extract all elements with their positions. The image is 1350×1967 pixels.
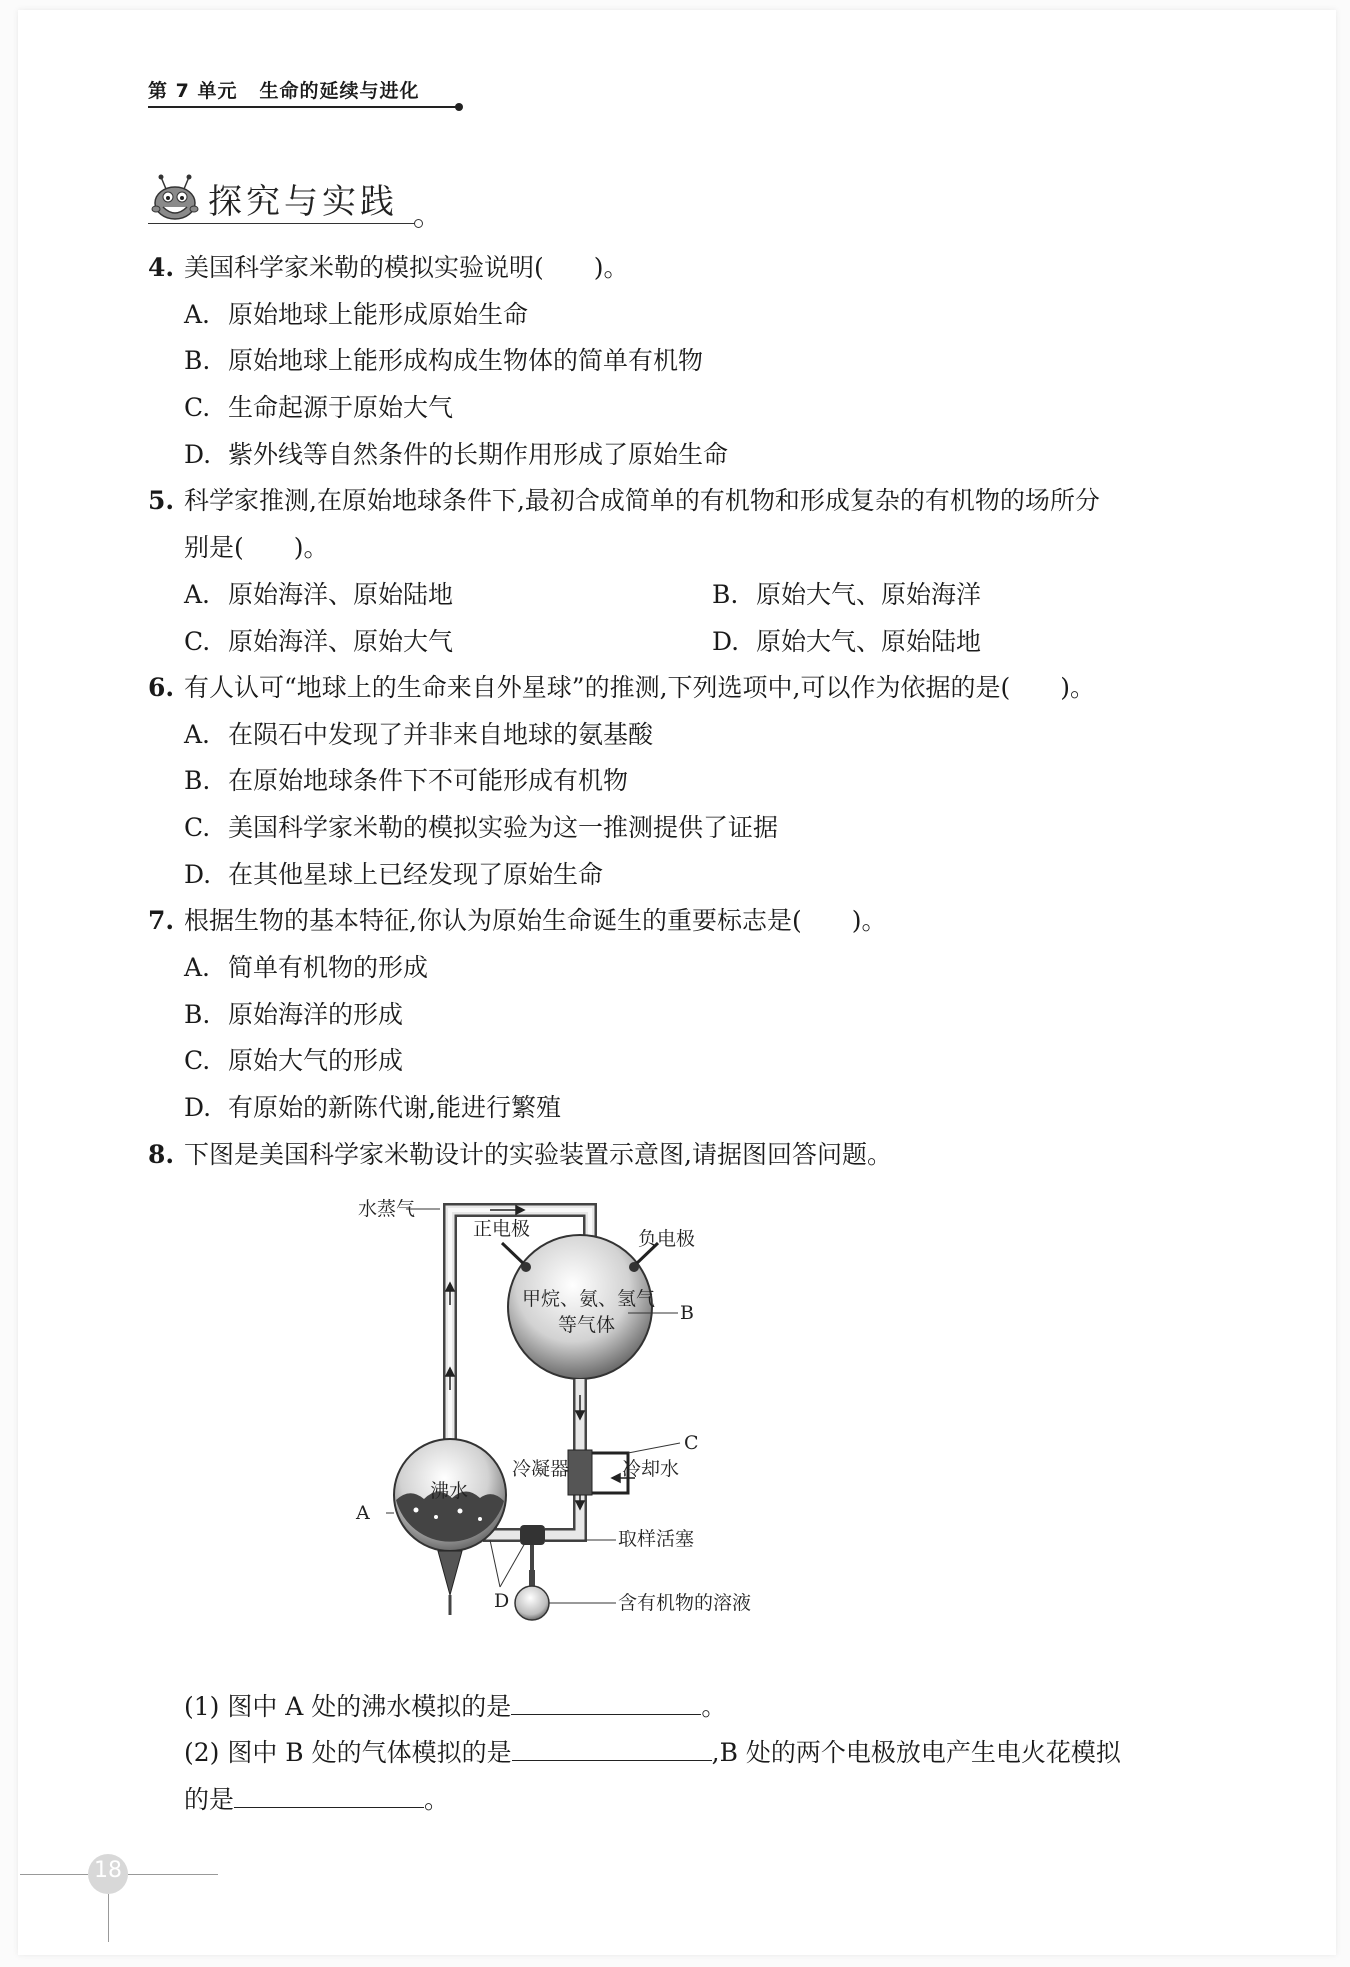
- label-a: A: [356, 1502, 370, 1524]
- footer-vertical-rule: [108, 1894, 109, 1942]
- question-text: 科学家推测,在原始地球条件下,最初合成简单的有机物和形成复杂的有机物的场所分: [184, 486, 1100, 515]
- question-6: [148, 672, 1095, 704]
- option-6c: C. 美国科学家米勒的模拟实验为这一推测提供了证据: [184, 813, 779, 842]
- question-7: [148, 905, 886, 937]
- unit-title: 生命的延续与进化: [259, 80, 420, 102]
- answer-blank-1[interactable]: [511, 1688, 701, 1715]
- question-text: 根据生物的基本特征,你认为原始生命诞生的重要标志是( )。: [184, 906, 887, 935]
- miller-apparatus-diagram: [356, 1195, 950, 1655]
- option-7b: B. 原始海洋的形成: [184, 1000, 404, 1029]
- label-stopcock: 取样活塞: [618, 1528, 695, 1550]
- label-d: D: [494, 1590, 510, 1612]
- question-number: 4.: [148, 253, 175, 282]
- answer-blank-3[interactable]: [234, 1781, 424, 1808]
- label-negative-electrode: 负电极: [638, 1228, 696, 1250]
- page-number: 18: [94, 1858, 122, 1883]
- label-b: B: [680, 1302, 694, 1324]
- option-4b: B. 原始地球上能形成构成生物体的简单有机物: [184, 346, 704, 375]
- option-5a: A. 原始海洋、原始陆地: [184, 580, 454, 609]
- option-5c: C. 原始海洋、原始大气: [184, 627, 454, 656]
- smiling-bug-mascot-icon: [148, 173, 202, 223]
- label-boiling-water: 沸水: [430, 1480, 469, 1502]
- question-number: 7.: [148, 906, 175, 935]
- footer-rule-left: [20, 1874, 88, 1875]
- question-number: 8.: [148, 1140, 175, 1169]
- question-text: 美国科学家米勒的模拟实验说明( )。: [184, 253, 629, 282]
- collection-flask: [515, 1586, 549, 1620]
- stopcock: [520, 1525, 545, 1545]
- header-rule-dot: [455, 103, 463, 111]
- unit-label: 第 7 单元: [148, 80, 238, 102]
- label-c: C: [684, 1432, 699, 1454]
- option-7d: D. 有原始的新陈代谢,能进行繁殖: [184, 1093, 561, 1122]
- label-condenser: 冷凝器: [512, 1458, 570, 1480]
- option-6a: A. 在陨石中发现了并非来自地球的氨基酸: [184, 720, 654, 749]
- option-6d: D. 在其他星球上已经发现了原始生命: [184, 860, 604, 889]
- section-heading: [148, 168, 398, 228]
- question-number: 5.: [148, 486, 175, 515]
- question-8: [148, 1139, 892, 1171]
- flame-icon: [438, 1551, 462, 1595]
- question-text: 有人认可“地球上的生命来自外星球”的推测,下列选项中,可以作为依据的是( )。: [184, 673, 1095, 702]
- option-4c: C. 生命起源于原始大气: [184, 393, 454, 422]
- label-gases-line1: 甲烷、氨、氢气: [522, 1288, 656, 1310]
- label-cooling-water: 冷却水: [622, 1458, 680, 1480]
- running-header: [148, 76, 419, 103]
- option-7c: C. 原始大气的形成: [184, 1046, 404, 1075]
- question-number: 6.: [148, 673, 175, 702]
- section-rule: [148, 223, 418, 224]
- question-text: 下图是美国科学家米勒设计的实验装置示意图,请据图回答问题。: [184, 1140, 892, 1169]
- subquestion-2: (2) 图中 B 处的气体模拟的是 ,B 处的两个电极放电产生电火花模拟: [184, 1734, 1121, 1769]
- question-5: [148, 485, 1100, 517]
- option-5d: D. 原始大气、原始陆地: [712, 627, 982, 656]
- subquestion-2-continued: 的是 。: [184, 1781, 449, 1816]
- section-rule-end: [414, 219, 423, 228]
- answer-blank-2[interactable]: [512, 1734, 712, 1761]
- option-4a: A. 原始地球上能形成原始生命: [184, 300, 529, 329]
- subquestion-1: (1) 图中 A 处的沸水模拟的是 。: [184, 1688, 726, 1723]
- question-4: [148, 252, 629, 284]
- question-5-continued: 别是( )。: [184, 533, 329, 562]
- option-5b: B. 原始大气、原始海洋: [712, 580, 982, 609]
- option-4d: D. 紫外线等自然条件的长期作用形成了原始生命: [184, 440, 729, 469]
- label-positive-electrode: 正电极: [473, 1218, 531, 1240]
- condenser: [568, 1450, 592, 1495]
- section-title: 探究与实践: [208, 181, 398, 222]
- positive-electrode: [502, 1243, 525, 1265]
- option-7a: A. 简单有机物的形成: [184, 953, 429, 982]
- label-gases-line2: 等气体: [558, 1314, 616, 1336]
- label-steam: 水蒸气: [358, 1198, 416, 1220]
- header-rule: [148, 106, 458, 108]
- footer-rule-right: [128, 1874, 218, 1875]
- label-solution: 含有机物的溶液: [618, 1592, 752, 1614]
- option-6b: B. 在原始地球条件下不可能形成有机物: [184, 766, 629, 795]
